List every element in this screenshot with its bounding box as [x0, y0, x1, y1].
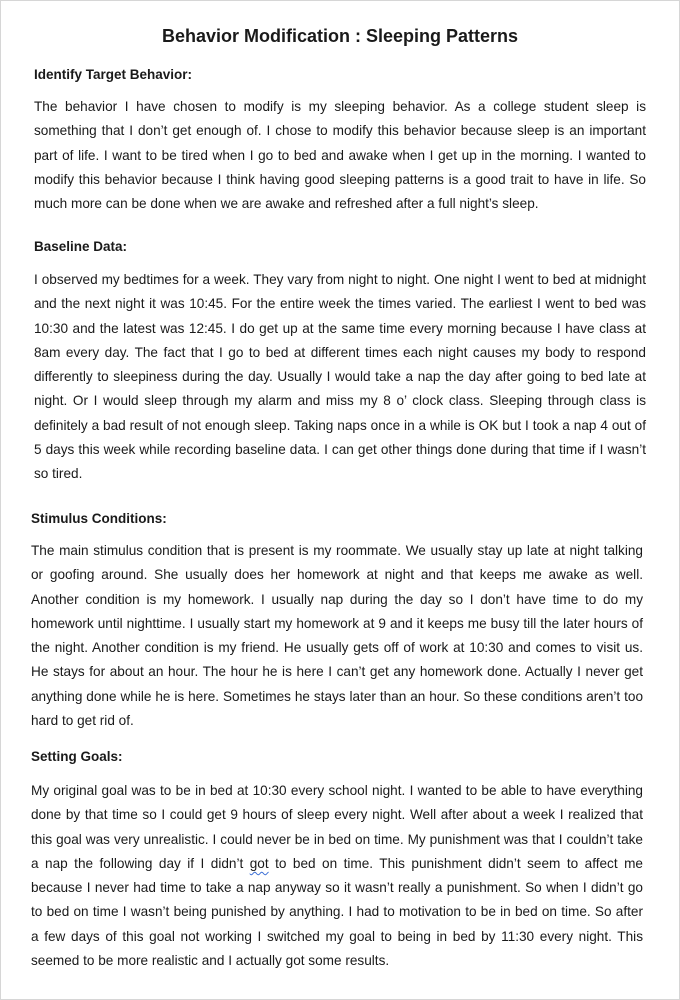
heading-target-behavior: Identify Target Behavior:: [34, 67, 193, 82]
heading-baseline-data: Baseline Data:: [34, 239, 128, 254]
grammar-flagged-word: got: [249, 855, 269, 871]
paragraph-target-behavior: The behavior I have chosen to modify is my sleeping behavior. As a college student sleep is something that I don’t get enough of. I chose to modify this behavior because sleep is an important part of life. I want to be tired when I go to bed and awake when I get up in the morning. I wanted to modify this behavior because I think having good sleeping patterns is a good trait to have in life. So much more can be done when we are awake and refreshed after a full night’s sleep.: [34, 99, 646, 212]
paragraph-setting-goals: [31, 779, 643, 973]
paragraph-setting-goals-part-1: My original goal was to be in bed at 10:30 every school night. I wanted to be able to have everything done by that time so I could get 9 hours of sleep every night. Well after about a week I realized that this goal was very unrealistic. I could never be in bed on time. My punishment was that I couldn’t take a nap the following day if I didn’t: [31, 783, 643, 871]
paragraph-setting-goals-part-2: to bed on time. This punishment didn’t seem to affect me because I never had time to take a nap anyway so it wasn’t really a punishment. So when I didn’t go to bed on time I wasn’t being punished by anything. I had to motivation to be in bed on time. So after a few days of this goal not working I switched my goal to being in bed by 11:30 every night. This seemed to be more realistic and I actually got some results.: [31, 855, 643, 969]
paragraph-baseline-data: I observed my bedtimes for a week. They vary from night to night. One night I went to bed at midnight and the next night it was 10:45. For the entire week the times varied. The earliest I went to bed was 10:30 and the latest was 12:45. I do get up at the same time every morning because I have class at 8am every day. The fact that I go to bed at different times each night causes my body to respond differently to sleepiness during the day. Usually I would take a nap the day after going to bed late at night. Or I would sleep through my alarm and miss my 8 o’ clock class. Sleeping through class is definitely a bad result of not enough sleep. Taking naps once in a while is OK but I took a nap 4 out of 5 days this week while recording baseline data. I can get other things done during that time if I wasn’t so tired.: [34, 272, 646, 482]
document-title: Behavior Modification : Sleeping Patterns: [161, 26, 519, 46]
heading-setting-goals: Setting Goals:: [31, 749, 123, 764]
paragraph-stimulus-conditions: The main stimulus condition that is present is my roommate. We usually stay up late at night talking or goofing around. She usually does her homework at night and that keeps me awake as well. Another condition is my homework. I usually nap during the day so I don’t have time to do my homework until nighttime. I usually start my homework at 9 and it keeps me busy till the later hours of the night. Another condition is my friend. He usually gets off of work at 10:30 and comes to visit us. He stays for about an hour. The hour he is here I can’t get any homework done. Actually I never get anything done while he is here. Sometimes he stays later than an hour. So these conditions aren’t too hard to get rid of.: [31, 543, 643, 729]
heading-stimulus-conditions: Stimulus Conditions:: [31, 511, 167, 526]
